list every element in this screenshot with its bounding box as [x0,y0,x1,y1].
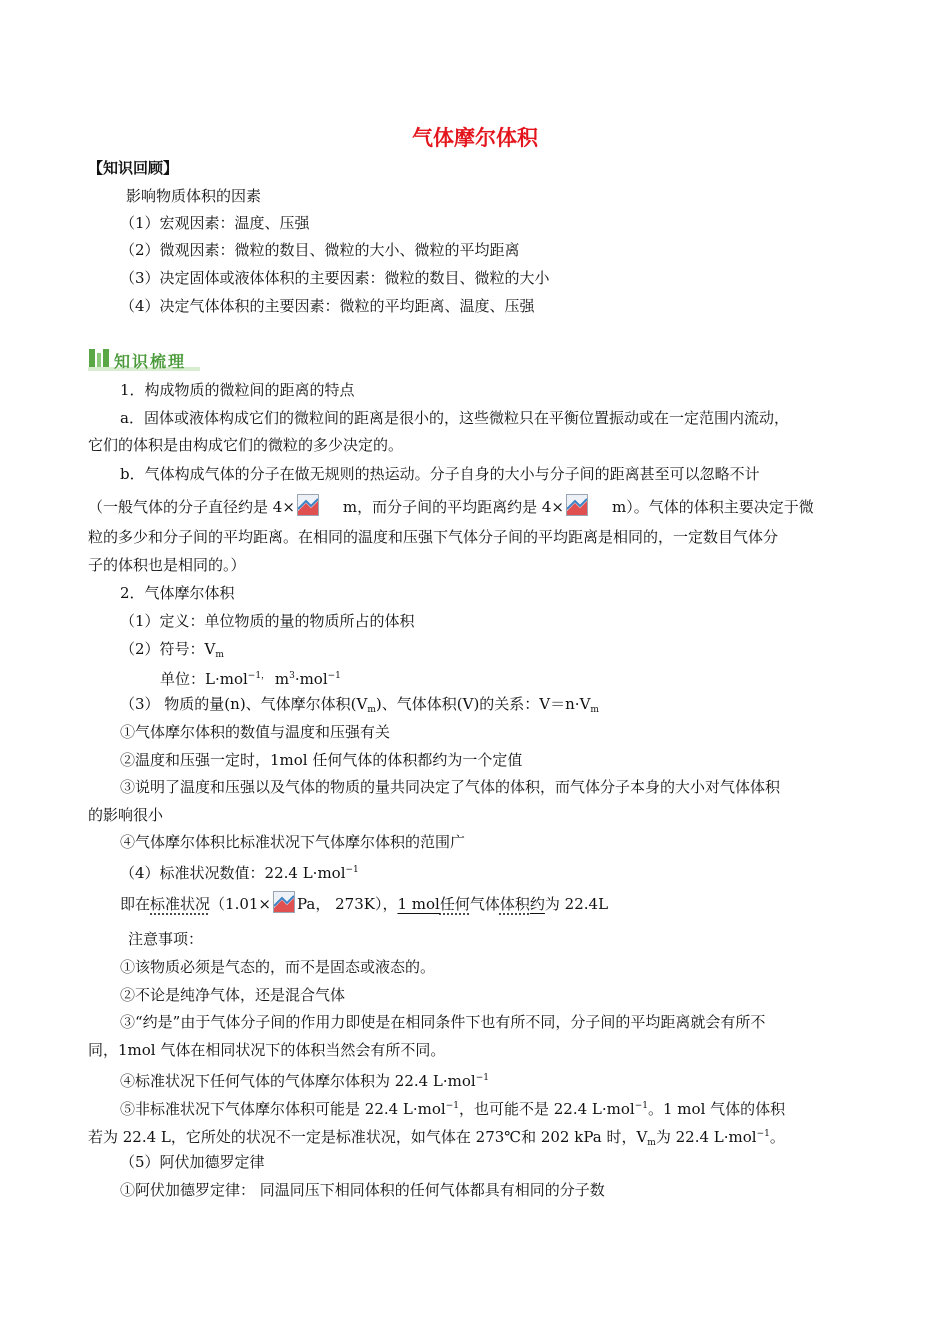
review-intro: 影响物质体积的因素 [126,187,262,205]
circled-item-4: ④气体摩尔体积比标准状况下气体摩尔体积的范围广 [120,833,466,851]
symbol-line [120,639,224,665]
para-b-line-2 [88,494,814,517]
definition: （1）定义：单位物质的量的物质所占的体积 [120,612,415,630]
symbol-text: （2）符号：V [120,640,216,658]
relation-sub-2: m [590,705,599,715]
para-b-line-2-part-2: m，而分子间的平均距离约是 4× [342,498,564,516]
section-5-title: （5）阿伏加德罗定律 [120,1153,265,1171]
unit-part-2: m [274,670,290,688]
stp-part-5: 为 22.4L [544,895,609,913]
para-b-line-1: b．气体构成气体的分子在做无规则的热运动。分子自身的大小与分子间的距离甚至可以忽略不计 [120,465,760,483]
review-heading: 【知识回顾】 [88,159,179,177]
review-item-4: （4）决定气体体积的主要因素：微粒的平均距离、温度、压强 [120,297,535,315]
stp-part-4: 气体 [469,895,500,913]
relation-line [120,694,599,720]
unit-part-3: ·mol [294,670,328,688]
relation-part-2: )、气体体积(V)的关系：V＝n·V [375,695,591,713]
para-b-line-2-part-1: （一般气体的分子直径约是 4× [88,498,295,516]
note-3-line-2: 同，1mol 气体在相同状况下的体积当然会有所不同。 [88,1041,446,1059]
page-title: 气体摩尔体积 [412,126,538,150]
circled-item-3-line-2: 的影响很小 [88,806,164,824]
circled-item-1: ①气体摩尔体积的数值与温度和压强有关 [120,723,391,741]
note-5-line-2-part-1: 若为 22.4 L，它所处的状况不一定是标准状况，如气体在 273℃和 202 kPa 时，V [88,1128,648,1146]
para-a-line-1: a．固体或液体构成它们的微粒间的距离是很小的，这些微粒只在平衡位置振动或在一定范围内流动， [120,409,789,427]
review-item-2: （2）微观因素：微粒的数目、微粒的大小、微粒的平均距离 [120,241,520,259]
stp-emphasis-2: 1 mol [397,895,440,913]
circled-item-2: ②温度和压强一定时，1mol 任何气体的体积都约为一个定值 [120,751,523,769]
para-b-line-3: 粒的多少和分子间的平均距离。在相同的温度和压强下气体分子间的平均距离是相同的，一定数目气体分 [88,528,779,546]
unit-sup-1: −1， [247,671,271,681]
note-5-line-2-part-3: 。 [769,1128,785,1146]
para-a-line-2: 它们的体积是由构成它们的微粒的多少决定的。 [88,436,404,454]
section-2-title: 2．气体摩尔体积 [120,584,235,602]
note-4-text: ④标准状况下任何气体的气体摩尔体积为 22.4 L·mol [120,1072,476,1090]
notes-title: 注意事项： [128,930,204,948]
unit-part-1: 单位：L·mol [160,670,248,688]
note-5-sup-2: −1 [634,1101,648,1111]
stp-part-1: 即在 [120,895,151,913]
section-1-title: 1．构成物质的微粒间的距离的特点 [120,381,355,399]
stp-emphasis-5: 约 [529,895,545,913]
symbol-subscript: m [215,650,224,660]
review-item-3: （3）决定固体或液体体积的主要因素：微粒的数目、微粒的大小 [120,269,550,287]
note-4-sup: −1 [475,1073,489,1083]
stp-emphasis-3: 任何 [439,895,470,913]
unit-line [160,666,341,689]
standard-value-text: （4）标准状况数值：22.4 L·mol [120,864,346,882]
standard-value-line [120,860,359,883]
broken-image-icon [566,494,588,516]
note-5-part-1: ⑤非标准状况下气体摩尔体积可能是 22.4 L·mol [120,1100,446,1118]
note-5-sup-1: −1 [445,1101,459,1111]
note-5-part-3: 。1 mol 气体的体积 [648,1100,786,1118]
stp-part-2: （1.01× [210,895,271,913]
knowledge-heading-label: 知识梳理 [114,352,187,371]
broken-image-icon [297,494,319,516]
note-5-line-2-sub: m [647,1138,656,1148]
note-4 [120,1068,489,1091]
note-5-line-2 [88,1124,785,1153]
para-b-line-2-part-3: m）。气体的体积主要决定于微 [612,498,814,516]
note-5-line-2-part-2: 为 22.4 L·mol [655,1128,757,1146]
review-item-1: （1）宏观因素：温度、压强 [120,214,310,232]
unit-sup-3: −1 [327,671,341,681]
standard-value-sup: −1 [345,865,359,875]
circled-item-3-line-1: ③说明了温度和压强以及气体的物质的量共同决定了气体的体积，而气体分子本身的大小对气体体积 [120,778,781,796]
note-3-line-1: ③“约是”由于气体分子间的作用力即使是在相同条件下也有所不同，分子间的平均距离就会有所不 [120,1013,766,1031]
note-5-part-2: ，也可能不是 22.4 L·mol [459,1100,635,1118]
relation-part-1: （3） 物质的量(n)、气体摩尔体积(V [120,695,368,713]
note-2: ②不论是纯净气体，还是混合气体 [120,986,346,1004]
stp-line [120,891,608,914]
relation-sub-1: m [367,705,376,715]
avogadro-law: ①阿伏加德罗定律： 同温同压下相同体积的任何气体都具有相同的分子数 [120,1181,605,1199]
note-1: ①该物质必须是气态的，而不是固态或液态的。 [120,958,436,976]
broken-image-icon [273,891,295,913]
stp-emphasis-4: 体积 [499,895,530,913]
stp-emphasis-1: 标准状况 [150,895,211,913]
unit-sup-2: 3 [289,671,295,681]
note-5-line-2-sup: −1 [756,1129,770,1139]
stp-part-3: Pa， 273K）， [297,895,398,913]
knowledge-heading [88,347,200,373]
note-5-line-1 [120,1096,785,1119]
para-b-line-4: 子的体积也是相同的。） [88,556,246,574]
